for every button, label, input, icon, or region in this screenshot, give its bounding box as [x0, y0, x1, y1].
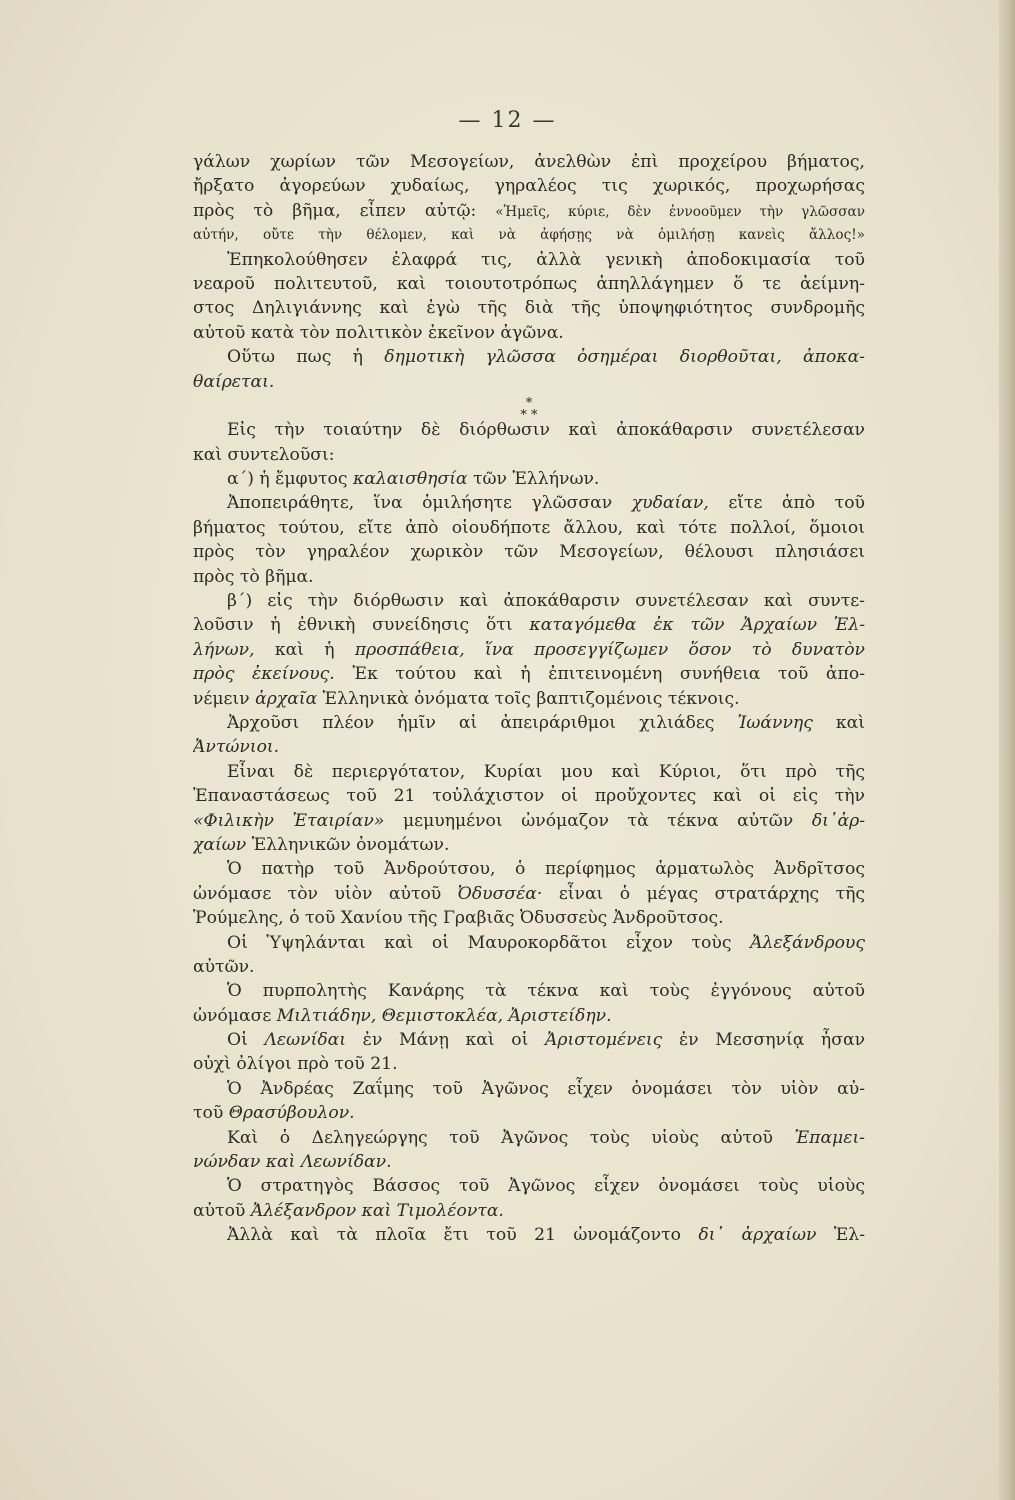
text-line: λοῦσιν ἡ ἐθνικὴ συνείδησις ὅτι καταγόμεθα ἐκ τῶν Ἀρχαίων Ἑλ- — [193, 615, 865, 636]
text-line: νεαροῦ πολιτευτοῦ, καὶ τοιουτοτρόπως ἀπηλλάγημεν ὅ τε ἀείμνη- — [193, 273, 865, 294]
page-number: — 12 — — [458, 108, 557, 133]
text-line: γάλων χωρίων τῶν Μεσογείων, ἀνελθὼν ἐπὶ προχείρου βήματος, — [193, 152, 865, 172]
text-line: β΄) εἰς τὴν διόρθωσιν καὶ ἀποκάθαρσιν συνετέλεσαν καὶ συντε- — [227, 591, 865, 612]
text-line: Ἐπηκολούθησεν ἐλαφρά τις, ἀλλὰ γενικὴ ἀποδοκιμασία τοῦ — [227, 249, 865, 270]
text-line: πρὸς τὸ βῆμα, εἶπεν αὐτῷ: «Ἡμεῖς, κύριε, δὲν ἐννοοῦμεν τὴν γλῶσσαν — [193, 200, 865, 221]
text-line: Εἰς τὴν τοιαύτην δὲ διόρθωσιν καὶ ἀποκάθαρσιν συνετέλεσαν — [227, 420, 865, 441]
text-line: πρὸς τὸ βῆμα. — [193, 566, 314, 587]
text-line: Οἱ Ὑψηλάνται καὶ οἱ Μαυροκορδᾶτοι εἶχον τοὺς Ἀλεξάνδρους — [227, 932, 865, 953]
asterism-divider: * * * — [520, 395, 538, 423]
text-line: Ῥούμελης, ὁ τοῦ Χανίου τῆς Γραβιᾶς Ὀδυσσεὺς Ἀνδροῦτσος. — [193, 908, 724, 929]
text-line: αὐτοῦ κατὰ τὸν πολιτικὸν ἐκεῖνον ἀγῶνα. — [193, 322, 564, 343]
text-line: χαίων Ἑλληνικῶν ὀνομάτων. — [193, 834, 450, 855]
text-line: Ἀποπειράθητε, ἵνα ὁμιλήσητε γλῶσσαν χυδαίαν, εἴτε ἀπὸ τοῦ — [227, 493, 865, 514]
text-line: καὶ συντελοῦσι: — [193, 444, 335, 465]
text-line: ὠνόμασε τὸν υἱὸν αὐτοῦ Ὀδυσσέα· εἶναι ὁ μέγας στρατάρχης τῆς — [193, 883, 865, 904]
body-text — [193, 150, 865, 1248]
text-line: πρὸς τὸν γηραλέον χωρικὸν τῶν Μεσογείων, θέλουσι πλησιάσει — [193, 542, 865, 563]
text-line: ὠνόμασε Μιλτιάδην, Θεμιστοκλέα, Ἀριστείδην. — [193, 1005, 612, 1026]
text-line: Ὁ πυρπολητὴς Κανάρης τὰ τέκνα καὶ τοὺς ἐγγόνους αὐτοῦ — [227, 981, 865, 1002]
text-line: Ὁ Ἀνδρέας Ζαΐμης τοῦ Ἀγῶνος εἶχεν ὀνομάσει τὸν υἱὸν αὐ- — [227, 1078, 865, 1099]
text-line: ἤρξατο ἀγορεύων χυδαίως, γηραλέος τις χωρικός, προχωρήσας — [193, 176, 865, 197]
text-line: Εἶναι δὲ περιεργότατον, Κυρίαι μου καὶ Κύριοι, ὅτι πρὸ τῆς — [227, 761, 865, 782]
text-line: Ἀρχοῦσι πλέον ἡμῖν αἱ ἀπειράριθμοι χιλιάδες Ἰωάννης καὶ — [227, 712, 865, 733]
text-line: Καὶ ὁ Δεληγεώργης τοῦ Ἀγῶνος τοὺς υἱοὺς αὐτοῦ Ἐπαμει- — [227, 1127, 865, 1148]
text-line: τοῦ Θρασύβουλον. — [193, 1103, 355, 1124]
text-line: στος Δηλιγιάννης καὶ ἐγὼ τῆς διὰ τῆς ὑποψηφιότητος συνδρομῆς — [193, 298, 865, 319]
text-line: Οἱ Λεωνίδαι ἐν Μάνῃ καὶ οἱ Ἀριστομένεις ἐν Μεσσηνίᾳ ἦσαν — [227, 1030, 865, 1051]
text-line: α΄) ἡ ἔμφυτος καλαισθησία τῶν Ἑλλήνων. — [227, 469, 600, 490]
text-line: λήνων, καὶ ἡ προσπάθεια, ἵνα προσεγγίζωμεν ὅσον τὸ δυνατὸν — [193, 639, 865, 660]
text-line: Ὁ στρατηγὸς Βάσσος τοῦ Ἀγῶνος εἶχεν ὀνομάσει τοὺς υἱοὺς — [227, 1176, 865, 1197]
text-line: θαίρεται. — [193, 371, 275, 392]
text-line: αὐτοῦ Ἀλέξανδρον καὶ Τιμολέοντα. — [193, 1200, 504, 1221]
text-line: βήματος τούτου, εἴτε ἀπὸ οἱουδήποτε ἄλλου, καὶ τότε πολλοί, ὅμοιοι — [193, 517, 865, 538]
text-line: Ὁ πατὴρ τοῦ Ἀνδρούτσου, ὁ περίφημος ἁρματωλὸς Ἀνδρῖτσος — [227, 859, 865, 880]
text-line: Ἐπαναστάσεως τοῦ 21 τοὐλάχιστον οἱ προὔχοντες καὶ οἱ εἰς τὴν — [193, 786, 865, 807]
text-line: πρὸς ἐκείνους. Ἐκ τούτου καὶ ἡ ἐπιτεινομένη συνήθεια τοῦ ἀπο- — [193, 664, 865, 685]
text-line: Ἀντώνιοι. — [193, 737, 280, 758]
text-line: οὐχὶ ὀλίγοι πρὸ τοῦ 21. — [193, 1054, 398, 1075]
text-line: «Φιλικὴν Ἑταιρίαν» μεμυημένοι ὠνόμαζον τὰ τέκνα αὐτῶν δι᾽ἀρ- — [193, 810, 865, 831]
text-line: Ἀλλὰ καὶ τὰ πλοῖα ἔτι τοῦ 21 ὠνομάζοντο δι᾽ ἀρχαίων Ἑλ- — [227, 1225, 865, 1246]
text-line: νώνδαν καὶ Λεωνίδαν. — [193, 1152, 392, 1173]
text-line: νέμειν ἀρχαῖα Ἑλληνικὰ ὀνόματα τοῖς βαπτιζομένοις τέκνοις. — [193, 688, 740, 709]
text-line: αὐτῶν. — [193, 956, 255, 977]
text-line: αὐτήν, οὔτε τὴν θέλομεν, καὶ νὰ ἀφήσῃς νὰ ὁμιλήσῃ κανεὶς ἄλλος!» — [193, 227, 865, 244]
page-spine-edge — [999, 0, 1015, 1500]
text-line: Οὕτω πως ἡ δημοτικὴ γλῶσσα ὁσημέραι διορθοῦται, ἀποκα- — [227, 347, 865, 368]
